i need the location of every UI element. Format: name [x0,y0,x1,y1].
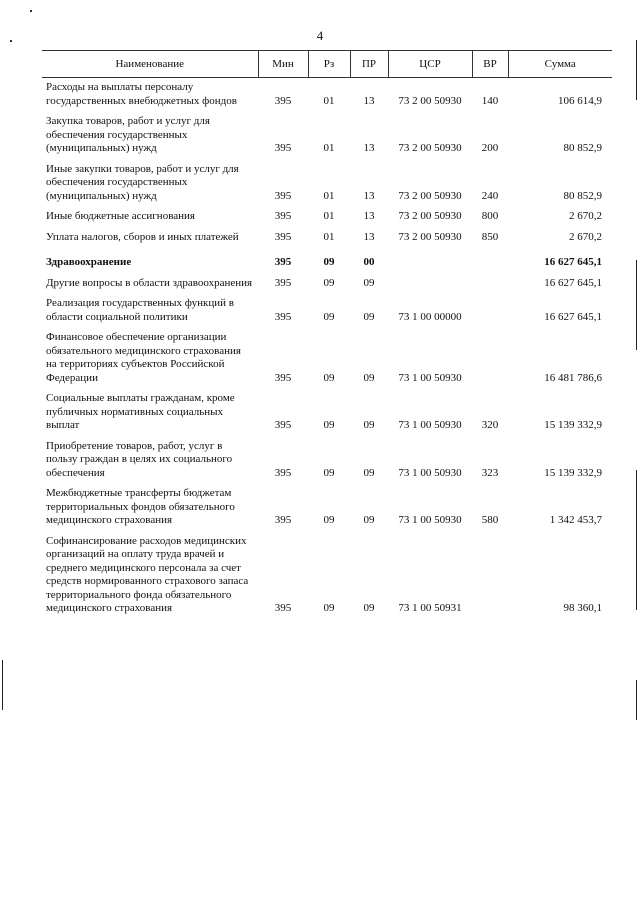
cell-rz: 09 [323,602,335,614]
cell-csr: 73 2 00 50930 [398,94,462,107]
table-row [42,484,612,532]
table-row [42,228,612,249]
cell-sum: 16 627 645,1 [544,276,602,289]
cell-csr: 73 2 00 50930 [398,230,462,243]
cell-rz: 01 [323,189,335,202]
cell-sum: 80 852,9 [563,189,602,202]
cell-pr: 13 [363,230,375,243]
cell-min: 395 [274,602,292,614]
cell-vr: 140 [481,94,499,107]
table-row [42,207,612,228]
cell-sum: 2 670,2 [569,210,602,222]
scan-speck [30,10,32,12]
scan-edge-line [636,470,637,610]
header-min: Мин [258,51,308,78]
cell-name: Софинансирование расходов медицинских организаций на оплату труда врачей и среднего медицинского персонала за счет средств нормированного страхового запаса территориального фонда обязательного медицинского страхования [46,534,249,614]
budget-table-container [42,50,612,620]
cell-name: Расходы на выплаты персоналу государственных внебюджетных фондов [46,81,237,107]
cell-name: Межбюджетные трансферты бюджетам территориальных фондов обязательного медицинского страхования [46,487,235,526]
table-row [42,274,612,295]
cell-vr [472,248,508,274]
cell-min: 395 [274,230,292,243]
table-row [42,389,612,437]
scan-edge-line [636,40,637,100]
cell-sum: 98 360,1 [563,602,602,614]
cell-name: Закупка товаров, работ и услуг для обеспечения государственных (муниципальных) нужд [46,115,210,154]
cell-csr: 73 1 00 50930 [398,419,462,431]
cell-rz: 09 [323,371,335,384]
cell-min: 395 [274,310,292,323]
cell-pr: 09 [363,466,375,479]
cell-sum: 15 139 332,9 [544,419,602,431]
cell-csr: 73 1 00 50930 [398,514,462,526]
header-name: Наименование [42,51,258,78]
cell-csr: 73 1 00 00000 [398,310,462,323]
cell-vr: 240 [481,189,499,202]
table-row [42,532,612,620]
cell-min: 395 [274,189,292,202]
cell-sum: 2 670,2 [569,230,602,243]
cell-name: Иные бюджетные ассигнования [46,210,195,222]
cell-min: 395 [274,466,292,479]
cell-rz: 09 [323,466,335,479]
page-number: 4 [316,28,324,43]
cell-sum: 15 139 332,9 [544,466,602,479]
cell-rz: 09 [323,310,335,323]
cell-rz: 01 [323,142,335,154]
cell-pr: 00 [363,256,375,268]
cell-min: 395 [274,256,292,268]
cell-min: 395 [274,210,292,222]
cell-name: Приобретение товаров, работ, услуг в пользу граждан в целях их социального обеспечения [46,439,233,479]
cell-pr: 09 [363,419,375,431]
cell-rz: 01 [323,210,335,222]
cell-vr: 200 [481,142,499,154]
cell-vr [472,294,508,328]
table-row [42,294,612,328]
cell-name: Социальные выплаты гражданам, кроме публичных нормативных социальных выплат [46,392,235,431]
cell-sum: 106 614,9 [558,94,602,107]
cell-vr: 580 [481,514,499,526]
cell-vr [472,532,508,620]
table-row [42,437,612,485]
scan-edge-line [636,260,637,350]
cell-sum: 1 342 453,7 [549,514,602,526]
cell-rz: 09 [323,276,335,289]
header-vr: ВР [472,51,508,78]
scan-edge-line [636,680,637,720]
cell-rz: 01 [323,230,335,243]
cell-min: 395 [274,514,292,526]
cell-min: 395 [274,371,292,384]
cell-min: 395 [274,419,292,431]
header-csr: ЦСР [388,51,472,78]
table-header-row [42,51,612,78]
cell-pr: 13 [363,210,375,222]
cell-sum: 80 852,9 [563,142,602,154]
cell-csr: 73 2 00 50930 [398,189,462,202]
cell-csr: 73 1 00 50930 [398,466,462,479]
scan-edge-line [2,660,3,710]
header-sum: Сумма [508,51,612,78]
table-row [42,328,612,389]
cell-vr: 800 [481,210,499,222]
header-pr: ПР [350,51,388,78]
cell-name: Иные закупки товаров, работ и услуг для обеспечения государственных (муниципальных) нужд [46,162,239,202]
cell-pr: 09 [363,276,375,289]
cell-vr: 320 [481,419,499,431]
cell-min: 395 [274,142,292,154]
cell-csr: 73 1 00 50930 [398,371,462,384]
cell-rz: 09 [323,256,335,268]
cell-vr: 323 [481,466,499,479]
cell-sum: 16 481 786,6 [544,371,602,384]
cell-pr: 09 [363,602,375,614]
cell-name: Реализация государственных функций в области социальной политики [46,297,234,323]
cell-vr [472,274,508,295]
cell-pr: 13 [363,94,375,107]
table-row [42,160,612,208]
cell-rz: 09 [323,419,335,431]
cell-min: 395 [274,276,292,289]
cell-pr: 13 [363,189,375,202]
cell-csr: 73 2 00 50930 [398,210,462,222]
cell-csr [388,248,472,274]
cell-name: Здравоохранение [46,256,132,268]
table-body [42,78,612,620]
cell-pr: 13 [363,142,375,154]
table-row [42,78,612,113]
cell-pr: 09 [363,310,375,323]
header-rz: Рз [308,51,350,78]
table-row [42,112,612,160]
cell-vr [472,328,508,389]
cell-min: 395 [274,94,292,107]
cell-vr: 850 [481,230,499,243]
table-row [42,248,612,274]
cell-rz: 09 [323,514,335,526]
cell-name: Уплата налогов, сборов и иных платежей [46,230,239,243]
cell-pr: 09 [363,371,375,384]
cell-pr: 09 [363,514,375,526]
cell-sum: 16 627 645,1 [544,256,602,268]
cell-sum: 16 627 645,1 [544,310,602,323]
cell-csr: 73 2 00 50930 [398,142,462,154]
cell-csr: 73 1 00 50931 [398,602,462,614]
cell-rz: 01 [323,94,335,107]
cell-csr [388,274,472,295]
budget-table [42,50,612,620]
cell-name: Финансовое обеспечение организации обязательного медицинского страхования на территориях субъектов Российской Федерации [46,331,241,384]
cell-name: Другие вопросы в области здравоохранения [46,276,253,289]
